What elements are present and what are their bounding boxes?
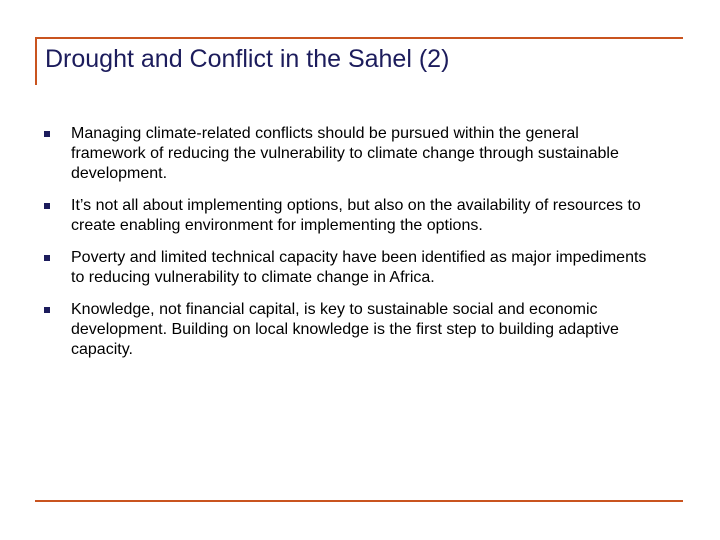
bullet-text: Poverty and limited technical capacity have been identified as major impediments to reducing vulnerability to climate change in Africa. <box>71 249 647 286</box>
bullet-item <box>43 196 653 236</box>
bullet-list <box>43 124 653 360</box>
footer-rule <box>35 500 683 502</box>
square-bullet-icon <box>44 307 50 313</box>
title-frame-top-rule <box>35 37 683 39</box>
slide-title: Drought and Conflict in the Sahel (2) <box>45 45 450 73</box>
bullet-text: Managing climate-related conflicts should be pursued within the general framework of reducing the vulnerability to climate change through sustainable development. <box>71 125 619 182</box>
title-frame-left-rule <box>35 37 37 85</box>
bullet-text: Knowledge, not financial capital, is key to sustainable social and economic development. Building on local knowledge is the first step to building adaptive capacity. <box>71 301 619 358</box>
square-bullet-icon <box>44 203 50 209</box>
bullet-item <box>43 300 653 360</box>
bullet-item <box>43 124 653 184</box>
bullet-text: It’s not all about implementing options, but also on the availability of resources to create enabling environment for implementing the options. <box>71 197 641 234</box>
bullet-item <box>43 248 653 288</box>
square-bullet-icon <box>44 255 50 261</box>
square-bullet-icon <box>44 131 50 137</box>
